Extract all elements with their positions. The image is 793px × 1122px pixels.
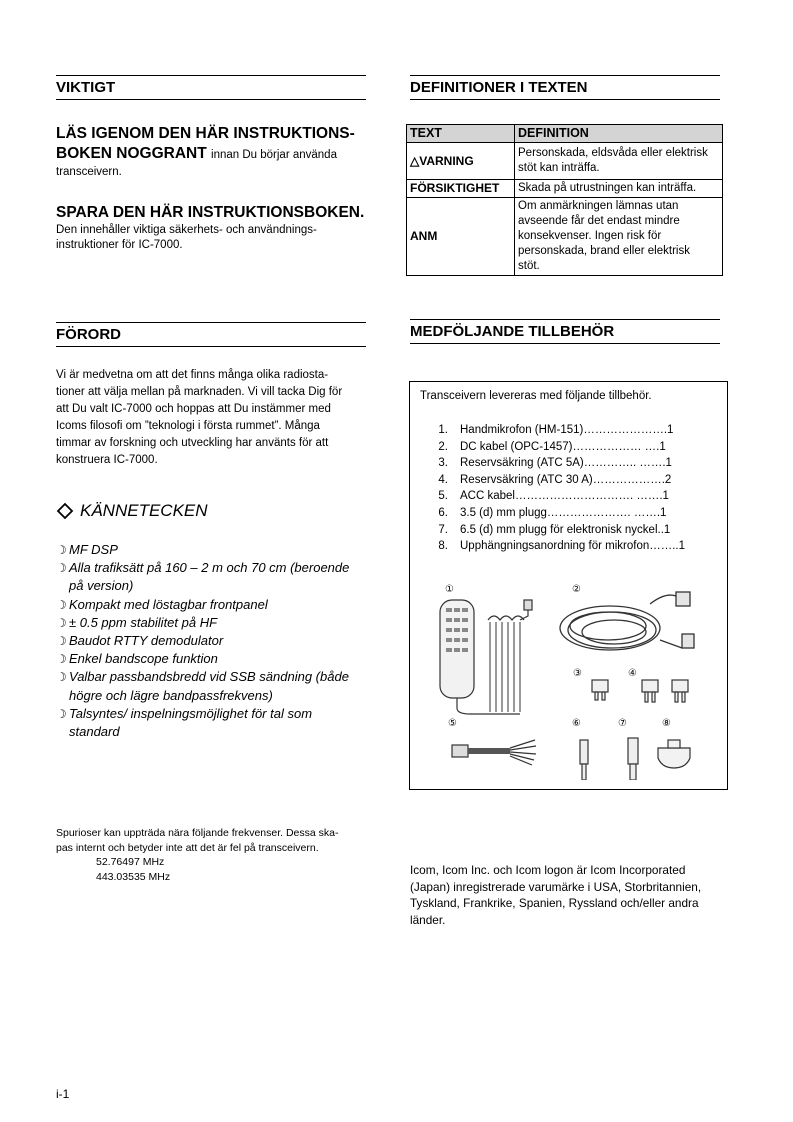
forord-paragraph — [56, 367, 376, 469]
feature-text: Alla trafiksätt på 160 – 2 m och 70 cm (beroende — [69, 560, 350, 576]
read-heading-tail: innan Du börjar använda — [211, 149, 337, 161]
col-def-header: DEFINITION — [515, 125, 723, 143]
feature-item — [56, 559, 376, 577]
spurious-freq1: 52.76497 MHz — [96, 856, 165, 868]
accessory-text: Reservsäkring (ATC 30 A)……………….2 — [460, 473, 672, 486]
feature-text: på version) — [69, 578, 134, 594]
moon-bullet-icon: ☽ — [56, 670, 67, 685]
moon-bullet-icon: ☽ — [56, 706, 67, 721]
illus-label-6: ⑥ — [572, 718, 581, 729]
features-title: KÄNNETECKEN — [80, 501, 208, 520]
spurious-line1: Spurioser kan uppträda nära följande frekvenser. Dessa ska- — [56, 827, 339, 839]
term-caution: FÖRSIKTIGHET — [407, 180, 515, 198]
accessory-number: 6. — [438, 506, 448, 519]
accessory-number: 7. — [438, 523, 448, 536]
trademark-line: (Japan) inregistrerade varumärke i USA, Storbritannien, — [410, 879, 702, 894]
accessories-intro: Transceivern levereras med följande tillbehör. — [420, 390, 652, 402]
dc-cable-drawing — [560, 592, 694, 650]
def-line: avseende får det endast mindre — [518, 215, 680, 227]
feature-item — [56, 577, 376, 595]
read-instructions-heading — [56, 124, 376, 180]
forord-line: tioner att välja mellan på marknaden. Vi vill tacka Dig för — [56, 386, 343, 398]
feature-text: högre och lägre bandpassfrekvens) — [69, 687, 273, 703]
moon-bullet-icon — [56, 577, 69, 595]
accessories-box — [409, 381, 728, 790]
accessories-list — [426, 422, 726, 555]
accessory-item — [426, 522, 726, 539]
feature-text: ± 0.5 ppm stabilitet på HF — [69, 614, 218, 630]
accessory-text: ACC kabel…………………………. …….1 — [460, 490, 669, 503]
microphone-drawing — [440, 600, 532, 714]
accessory-item — [426, 538, 726, 555]
read-heading-bold: BOKEN NOGGRANT — [56, 145, 207, 162]
illus-label-8: ⑧ — [662, 718, 671, 729]
warning-triangle-icon: △ — [410, 153, 420, 168]
viktigt-heading: VIKTIGT — [56, 75, 366, 100]
accessory-number: 8. — [438, 540, 448, 553]
illus-label-3: ③ — [573, 668, 582, 679]
forord-heading: FÖRORD — [56, 322, 366, 347]
feature-item — [56, 632, 376, 650]
fuse-30a-drawing — [642, 680, 688, 702]
def-line: Skada på utrustningen kan inträffa. — [518, 182, 697, 194]
feature-text: Kompakt med löstagbar frontpanel — [69, 596, 268, 612]
forord-line: Vi är medvetna om att det finns många olika radiosta- — [56, 369, 329, 381]
feature-item — [56, 650, 376, 668]
moon-bullet-icon — [56, 687, 69, 705]
moon-bullet-icon: ☽ — [56, 615, 67, 630]
def-line: stöt. — [518, 260, 540, 272]
illus-label-2: ② — [572, 584, 581, 595]
feature-item — [56, 687, 376, 705]
forord-line: Icoms filosofi om ”teknologi i första rummet”. Många — [56, 420, 320, 432]
definitions-row-warning — [407, 143, 723, 180]
accessory-item — [426, 488, 726, 505]
moon-bullet-icon: ☽ — [56, 543, 67, 557]
illus-label-5: ⑤ — [448, 718, 457, 729]
feature-item — [56, 596, 376, 614]
col-term-header: TEXT — [407, 125, 515, 143]
illus-label-7: ⑦ — [618, 718, 627, 729]
term-warning: VARNING — [419, 153, 474, 168]
illus-label-1: ① — [445, 584, 454, 595]
definitions-heading: DEFINITIONER I TEXTEN — [410, 75, 720, 100]
diamond-icon — [56, 502, 74, 520]
def-line: Personskada, eldsvåda eller elektrisk — [518, 147, 708, 159]
feature-item — [56, 541, 376, 559]
feature-item — [56, 668, 376, 686]
accessory-item — [426, 439, 726, 456]
accessory-number: 3. — [438, 457, 448, 470]
term-note: ANM — [407, 198, 515, 276]
accessory-item — [426, 422, 726, 439]
feature-item — [56, 614, 376, 632]
definition-cell — [515, 143, 723, 180]
def-line: stöt kan inträffa. — [518, 162, 600, 174]
spurious-note — [56, 826, 376, 884]
accessory-item — [426, 472, 726, 489]
accessory-number: 5. — [438, 490, 448, 503]
read-heading-line3: transceivern. — [56, 166, 122, 178]
accessory-number: 2. — [438, 440, 448, 453]
illus-label-4: ④ — [628, 668, 637, 679]
features-heading — [56, 501, 208, 521]
accessory-text: Upphängningsanordning för mikrofon……..1 — [460, 540, 686, 553]
accessory-text: DC kabel (OPC-1457)……………… ….1 — [460, 440, 666, 453]
feature-text: standard — [69, 724, 120, 740]
def-line: personskada, brand eller elektrisk — [518, 245, 690, 257]
definitions-table — [406, 124, 723, 276]
mic-hanger-drawing — [658, 740, 690, 768]
def-line: Om anmärkningen lämnas utan — [518, 200, 679, 212]
accessory-text: Reservsäkring (ATC 5A)………….. …….1 — [460, 457, 672, 470]
plug-3-5mm-drawing — [580, 740, 588, 780]
features-list — [56, 541, 376, 741]
page-number: i-1 — [56, 1087, 70, 1101]
accessory-text: Handmikrofon (HM-151)………………….1 — [460, 424, 674, 436]
acc-cable-drawing — [452, 740, 536, 765]
feature-text: MF DSP — [69, 542, 118, 557]
read-heading-line1: LÄS IGENOM DEN HÄR INSTRUKTIONS- — [56, 125, 355, 142]
accessory-number: 4. — [438, 473, 448, 486]
read-heading-line2 — [56, 144, 376, 165]
definitions-header-row — [407, 125, 723, 143]
feature-item — [56, 705, 376, 723]
accessories-heading: MEDFÖLJANDE TILLBEHÖR — [410, 319, 720, 344]
accessory-text: 6.5 (d) mm plugg för elektronisk nyckel..1 — [460, 523, 671, 536]
moon-bullet-icon: ☽ — [56, 652, 67, 667]
plug-6-5mm-drawing — [628, 738, 638, 780]
trademark-line: Icom, Icom Inc. och Icom logon är Icom Incorporated — [410, 863, 686, 877]
forord-line: timmar av forskning och utveckling har använts för att — [56, 437, 329, 449]
trademark-line: Tyskland, Frankrike, Spanien, Ryssland och/eller andra — [410, 896, 699, 910]
definitions-row-caution — [407, 180, 723, 198]
moon-bullet-icon: ☽ — [56, 561, 67, 576]
feature-text: Enkel bandscope funktion — [69, 651, 218, 667]
moon-bullet-icon: ☽ — [56, 597, 67, 612]
forord-line: konstruera IC-7000. — [56, 454, 158, 466]
trademark-note — [410, 862, 730, 928]
fuse-5a-drawing — [592, 680, 608, 700]
feature-text: Valbar passbandsbredd vid SSB sändning (både — [69, 669, 349, 685]
save-heading: SPARA DEN HÄR INSTRUKTIONSBOKEN. — [56, 204, 365, 221]
term-cell — [407, 143, 515, 180]
accessories-illustration — [410, 580, 727, 780]
save-instructions-block — [56, 203, 376, 253]
feature-text: Baudot RTTY demodulator — [69, 633, 224, 649]
accessory-number: 1. — [438, 424, 448, 436]
spurious-freq2: 443.03535 MHz — [96, 870, 171, 883]
forord-line: att Du valt IC-7000 och hoppas att Du instämmer med — [56, 403, 331, 415]
save-text-line2: instruktioner för IC-7000. — [56, 239, 183, 251]
spurious-line2: pas internt och betyder inte att det är fel på transceivern. — [56, 841, 319, 854]
definition-cell — [515, 198, 723, 276]
accessory-item — [426, 505, 726, 522]
accessory-item — [426, 455, 726, 472]
definition-cell — [515, 180, 723, 198]
feature-item — [56, 723, 376, 741]
moon-bullet-icon — [56, 723, 69, 741]
save-text-line1: Den innehåller viktiga säkerhets- och användnings- — [56, 224, 317, 236]
accessory-text: 3.5 (d) mm plugg…………………. …….1 — [460, 506, 667, 519]
definitions-row-note — [407, 198, 723, 276]
moon-bullet-icon: ☽ — [56, 634, 67, 649]
feature-text: Talsyntes/ inspelningsmöjlighet för tal som — [69, 705, 313, 721]
def-line: konsekvenser. Ingen risk för — [518, 230, 662, 242]
trademark-line: länder. — [410, 912, 446, 927]
